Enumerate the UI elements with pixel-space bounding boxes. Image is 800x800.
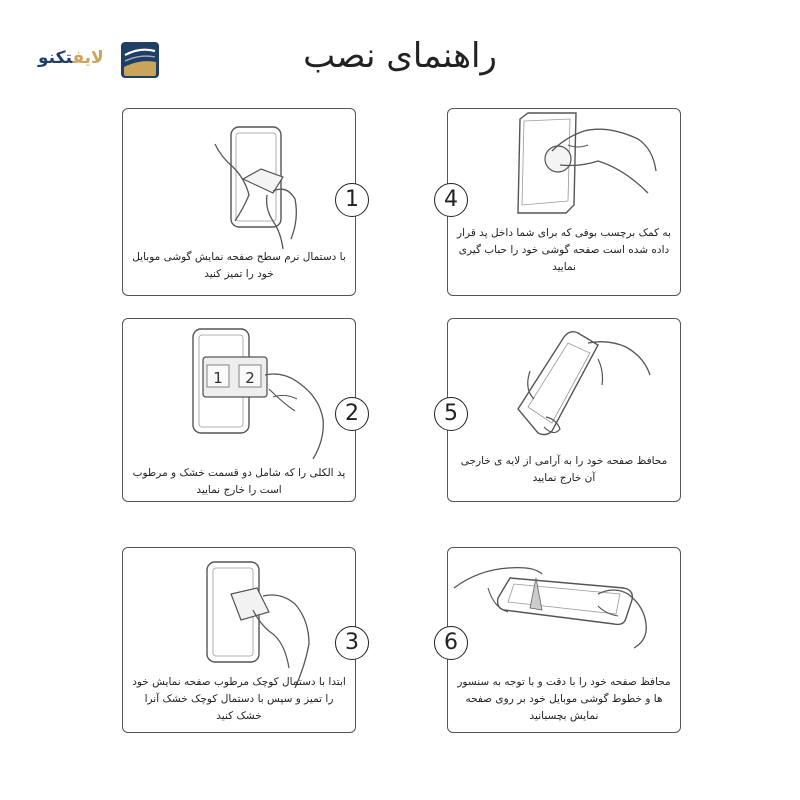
step-5-caption: محافظ صفحه خود را به آرامی از لایه ی خارجی آن خارج نمایید [460, 455, 668, 484]
step-1-illustration [123, 109, 357, 259]
step-6-caption: محافظ صفحه خود را با دقت و با توجه به سنسور ها و خطوط گوشی موبایل خود بر روی صفحه نمایش بچسبانید [457, 676, 671, 722]
step-1-number: 1 [335, 183, 369, 217]
step-3-card [122, 547, 359, 733]
step-3-caption: ابتدا با دستمال کوچک مرطوب صفحه نمایش خود را تمیز و سپس با دستمال کوچک خشک آنرا خشک کنید [132, 676, 346, 722]
step-5-card [444, 318, 681, 502]
step-1-card [122, 108, 359, 296]
step-1-caption: با دستمال نرم سطح صفحه نمایش گوشی موبایل خود را تمیز کنید [132, 251, 346, 280]
step-6-number: 6 [434, 626, 468, 660]
pad-label-2: 2 [245, 369, 255, 387]
step-2-number: 2 [335, 397, 369, 431]
pad-label-1: 1 [213, 369, 223, 387]
step-5-illustration [448, 319, 682, 469]
brand-name: لایفتکنو [38, 48, 104, 68]
step-2-caption: پد الکلی را که شامل دو قسمت خشک و مرطوب است را خارج نمایید [132, 467, 346, 496]
step-6-card [444, 547, 681, 733]
step-3-number: 3 [335, 626, 369, 660]
step-4-number: 4 [434, 183, 468, 217]
step-4-caption: به کمک برچسب بوفی که برای شما داخل پد قرار داده شده است صفحه گوشی خود را حباب گیری نمایید [457, 227, 671, 273]
step-5-number: 5 [434, 397, 468, 431]
page-title: راهنمای نصب [303, 36, 497, 76]
step-4-card [444, 108, 681, 296]
step-2-illustration [123, 319, 357, 469]
step-2-card [122, 318, 359, 502]
